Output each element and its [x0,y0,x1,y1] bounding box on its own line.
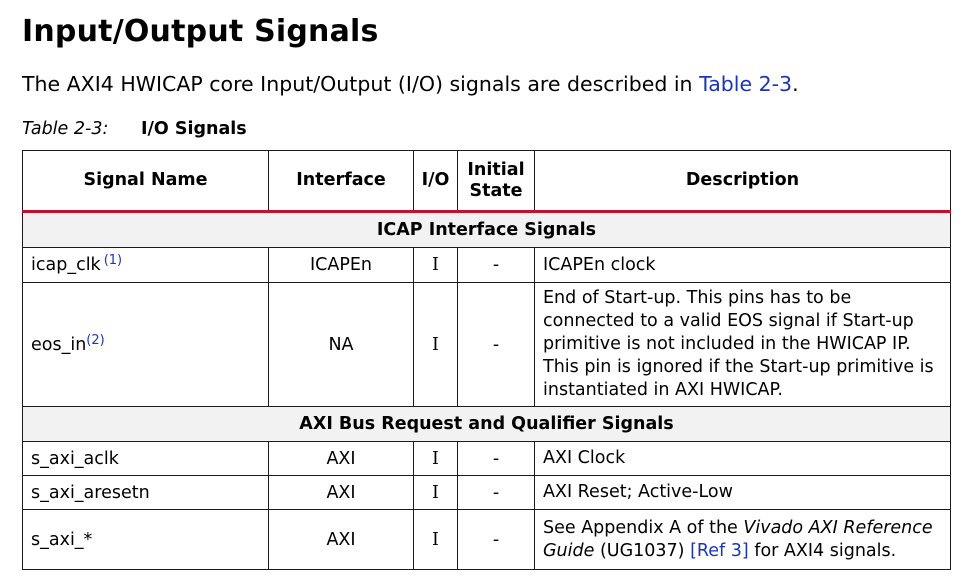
initial-state-cell: - [458,248,535,283]
header-description: Description [535,151,951,212]
io-cell: I [414,476,458,510]
section-title: AXI Bus Request and Qualifier Signals [23,407,951,442]
description-cell: End of Start-up. This pins has to be connected to a valid EOS signal if Start-up primitive is not included in the HWICAP IP. This pin is ignored if the Start-up primitive is instantiated in AXI HWICAP. [535,283,951,407]
section-heading: Input/Output Signals [22,14,379,49]
table-row [23,248,951,283]
table-row [23,442,951,476]
initial-state-cell: - [458,283,535,407]
section-row [23,212,951,248]
desc-text: for AXI4 signals. [748,540,897,561]
footnote-link[interactable]: (2) [86,332,105,348]
io-cell: I [414,248,458,283]
table-header-row [23,151,951,212]
initial-state-cell: - [458,476,535,510]
description-cell: ICAPEn clock [535,248,951,283]
header-initial-line1: Initial [467,159,525,180]
desc-text: See Appendix A of the [543,517,744,538]
desc-text: (UG1037) [594,540,691,561]
section-title: ICAP Interface Signals [23,212,951,248]
table-caption-title: I/O Signals [141,119,247,139]
interface-cell: ICAPEn [269,248,414,283]
header-initial-line2: State [469,180,523,201]
signal-name-cell: s_axi_aresetn [23,476,269,510]
table-row [23,510,951,570]
section-row [23,407,951,442]
header-signal-name: Signal Name [23,151,269,212]
io-cell: I [414,442,458,476]
intro-text-end: . [792,72,799,96]
interface-cell: AXI [269,476,414,510]
signal-name-cell: s_axi_aclk [23,442,269,476]
table-row [23,283,951,407]
intro-paragraph [22,72,799,96]
signal-name-cell [23,283,269,407]
description-cell: AXI Reset; Active-Low [535,476,951,510]
reference-link[interactable]: [Ref 3] [690,540,749,561]
footnote-link[interactable]: (1) [103,253,123,268]
table-caption-number: Table 2-3: [22,119,109,139]
io-cell: I [414,510,458,570]
interface-cell: AXI [269,510,414,570]
description-cell [535,510,951,570]
description-cell: AXI Clock [535,442,951,476]
initial-state-cell: - [458,510,535,570]
table-reference-link[interactable]: Table 2-3 [699,72,793,96]
io-cell: I [414,283,458,407]
table-row [23,476,951,510]
interface-cell: NA [269,283,414,407]
initial-state-cell: - [458,442,535,476]
signal-name: eos_in [31,334,87,355]
interface-cell: AXI [269,442,414,476]
io-signals-table [22,150,951,570]
signal-name: icap_clk [31,255,101,275]
header-interface: Interface [269,151,414,212]
header-initial-state [458,151,535,212]
table-caption [22,119,247,139]
guide-title: Vivado AXI Reference Guide [543,517,933,561]
intro-text: The AXI4 HWICAP core Input/Output (I/O) signals are described in [22,72,700,96]
signal-name-cell: s_axi_* [23,510,269,570]
header-io: I/O [414,151,458,212]
signal-name-cell [23,248,269,283]
